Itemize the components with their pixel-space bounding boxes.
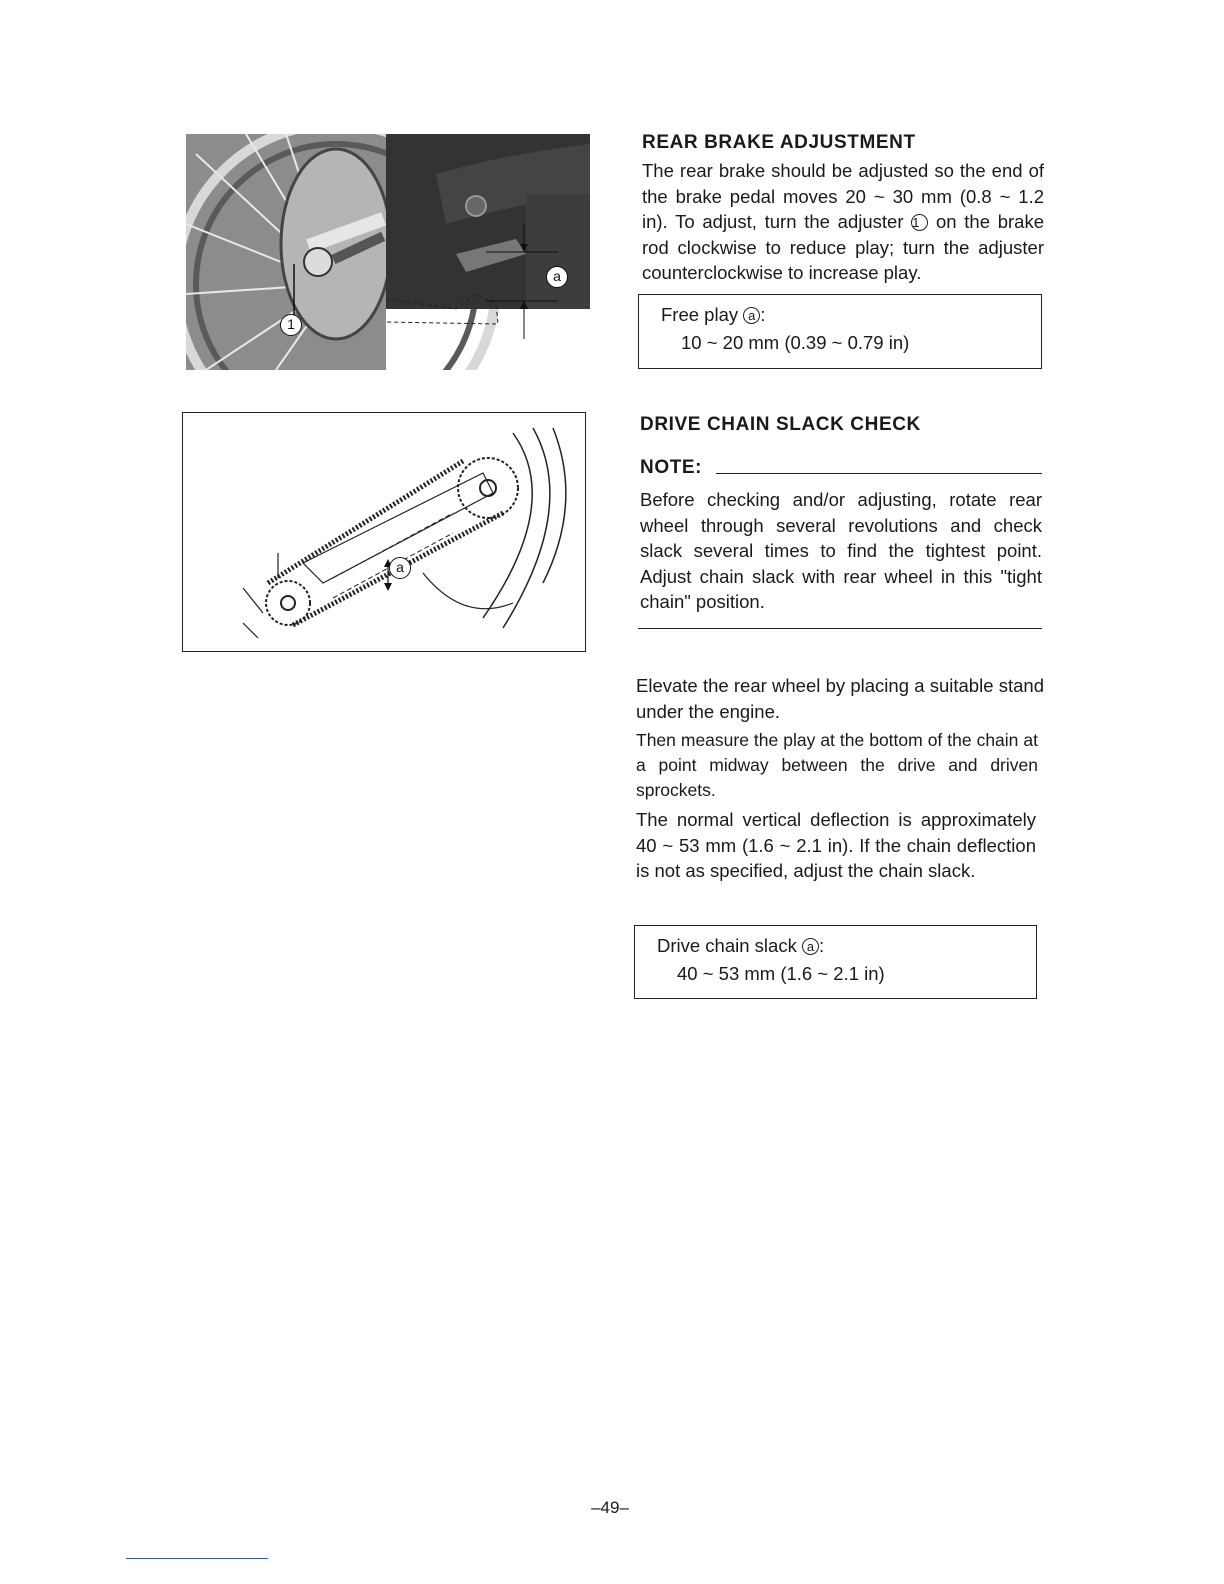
- chain-slack-marker: a: [802, 938, 819, 955]
- rear-brake-heading: REAR BRAKE ADJUSTMENT: [642, 132, 916, 153]
- drive-chain-illustration: [182, 412, 586, 652]
- drive-chain-drawing: [183, 413, 584, 650]
- free-play-spec-box: [638, 294, 1042, 369]
- rear-brake-photo-drawing: [186, 134, 590, 370]
- rear-brake-paragraph-after: on the brake rod clockwise to reduce play; turn the adjuster counterclockwise to increase play.: [642, 211, 1044, 283]
- deflection-paragraph: The normal vertical deflection is approximately 40 ~ 53 mm (1.6 ~ 2.1 in). If the chain deflection is not as specified, adjust the chain slack.: [636, 809, 1036, 881]
- rear-brake-paragraph-before: The rear brake should be adjusted so the end of the brake pedal moves 20 ~ 30 mm (0.8 ~ 1.2 in). To adjust, turn the adjuster: [642, 160, 1044, 232]
- free-play-value: 10 ~ 20 mm (0.39 ~ 0.79 in): [681, 332, 910, 353]
- chain-slack-label: [657, 932, 1036, 960]
- adjuster-marker: 1: [911, 214, 928, 231]
- page-number: –49–: [591, 1498, 629, 1517]
- elevate-paragraph: Elevate the rear wheel by placing a suitable stand under the engine.: [636, 675, 1044, 722]
- note-header: [640, 457, 1042, 479]
- note-label: NOTE:: [640, 457, 703, 478]
- figure1-label-adjuster: 1: [280, 314, 302, 336]
- footnote-rule: [126, 1558, 268, 1559]
- note-top-rule: [716, 473, 1042, 474]
- chain-slack-spec-box: [634, 925, 1037, 999]
- figure1-label-free-play: a: [546, 266, 568, 288]
- free-play-label-text: Free play: [661, 304, 744, 325]
- free-play-label: [661, 301, 1041, 329]
- free-play-marker: a: [743, 307, 760, 324]
- note-text: Before checking and/or adjusting, rotate rear wheel through several revolutions and check slack several times to find the tightest point. Adjust chain slack with rear wheel in this "tight chain" position.: [640, 489, 1042, 612]
- rear-brake-paragraph: [642, 158, 1044, 286]
- chain-slack-label-text: Drive chain slack: [657, 935, 802, 956]
- figure2-label-slack: a: [389, 557, 411, 579]
- free-play-colon: :: [760, 304, 766, 325]
- note-bottom-rule: [638, 628, 1042, 629]
- rear-brake-photo: [186, 134, 590, 370]
- chain-slack-colon: :: [818, 935, 825, 956]
- chain-slack-value: 40 ~ 53 mm (1.6 ~ 2.1 in): [677, 963, 885, 984]
- measure-paragraph: Then measure the play at the bottom of the chain at a point midway between the drive and driven sprockets.: [636, 730, 1038, 800]
- drive-chain-heading: DRIVE CHAIN SLACK CHECK: [640, 414, 921, 435]
